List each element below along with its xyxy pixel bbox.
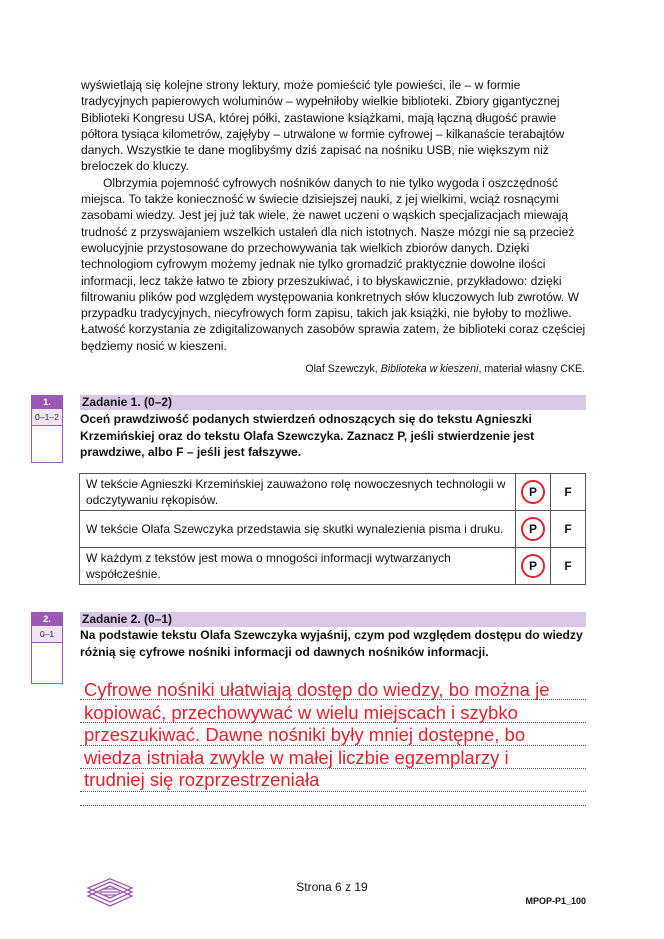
answer-text-line: przeszukiwać. Dawne nośniki były mniej dostępne, bo [84, 724, 526, 745]
task2-points: 0–1 [31, 626, 63, 643]
answer-f-2[interactable]: F [551, 511, 586, 548]
table-row [80, 548, 586, 585]
handwritten-answer[interactable] [84, 679, 594, 792]
task1-number: 1. [31, 395, 63, 409]
passage-paragraph-1: wyświetlają się kolejne strony lektury, może pomieścić tyle powieści, ile – w formie tradycyjnych papierowych woluminów – wypełniłoby wielkie biblioteki. Zbiory gigantycznej Biblioteki Kongresu USA, której półki, zastawione książkami, mają łączną długość prawie półtora tysiąca kilometrów, zajęłyby – utrwalone w formie cyfrowej – kilkanaście terabajtów danych. Wszystkie te dane moglibyśmy dziś zapisać na nośniku USB, nie większym niż breloczek do kluczy. [81, 78, 565, 174]
table-row [80, 474, 586, 511]
answer-f-3[interactable]: F [551, 548, 586, 585]
selected-mark: P [521, 480, 545, 504]
task1-score-field[interactable] [31, 426, 63, 463]
statement-3: W każdym z tekstów jest mowa o mnogości informacji wytwarzanych współcześnie. [80, 548, 516, 585]
answer-text-line: trudniej się rozprzestrzeniała [84, 769, 320, 790]
source-title: Biblioteka w kieszeni [380, 363, 479, 375]
selected-mark: P [521, 517, 545, 541]
true-false-table [79, 473, 586, 585]
source-suffix: , materiał własny CKE. [478, 363, 585, 375]
answer-p-3[interactable] [516, 548, 551, 585]
task2-header: Zadanie 2. (0–1) [80, 612, 586, 627]
selected-mark: P [521, 554, 545, 578]
source-author: Olaf Szewczyk, [305, 363, 381, 375]
task1-points: 0–1–2 [31, 409, 63, 426]
passage-text [81, 77, 587, 354]
statement-1: W tekście Agnieszki Krzemińskiej zauważono rolę nowoczesnych technologii w odczytywaniu rękopisów. [80, 474, 516, 511]
passage-paragraph-2: Olbrzymia pojemność cyfrowych nośników danych to nie tylko wygoda i oszczędność miejsca. To także konieczność w świecie dzisiejszej nauki, z jej wielkimi, wciąż rosnącymi zasobami wiedzy. Jest jej już tak wiele, że nawet uczeni o wąskich specjalizacjach miewają trudność z przyswajaniem wszelkich ustaleń dla nich istotnych. Nasze mózgi nie są przecież ewolucyjnie przystosowane do przechowywania tak wielkich zbiorów danych. Dzięki technologiom cyfrowym możemy jednak nie tylko gromadzić praktycznie dowolne ilości informacji, lecz także łatwo te zbiory przeszukiwać, i to błyskawicznie, przykładowo: dzięki filtrowaniu plików pod względem występowania konkretnych słów kluczowych lub zwrotów. W przypadku tradycyjnych, niecyfrowych form zapisu, takich jak książki, nie byłoby to możliwe. Łatwość korzystania ze zdigitalizowanych zasobów sprawia zatem, że biblioteki coraz częściej będziemy nosić w kieszeni. [81, 175, 586, 353]
task1-header: Zadanie 1. (0–2) [80, 395, 586, 410]
answer-p-2[interactable] [516, 511, 551, 548]
task2-number: 2. [31, 612, 63, 626]
table-row [80, 511, 586, 548]
source-citation [305, 363, 585, 375]
task2-instruction: Na podstawie tekstu Olafa Szewczyka wyjaśnij, czym pod względem dostępu do wiedzy różnią się cyfrowe nośniki informacji od dawnych nośników informacji. [80, 628, 583, 659]
answer-text-line: Cyfrowe nośniki ułatwiają dostęp do wiedzy, bo można je [84, 679, 550, 700]
task1-score-box [31, 395, 63, 463]
page-number: Strona 6 z 19 [296, 880, 368, 894]
answer-f-1[interactable]: F [551, 474, 586, 511]
statement-2: W tekście Olafa Szewczyka przedstawia się skutki wynalezienia pisma i druku. [80, 511, 516, 548]
document-code: MPOP-P1_100 [525, 896, 586, 906]
answer-p-1[interactable] [516, 474, 551, 511]
answer-line [80, 805, 586, 806]
task2-score-field[interactable] [31, 643, 63, 684]
task2-score-box [31, 612, 63, 684]
answer-text-line: kopiować, przechowywać w wielu miejscach i szybko [84, 701, 518, 723]
task1-instruction: Oceń prawdziwość podanych stwierdzeń odnoszących się do tekstu Agnieszki Krzemińskiej oraz do tekstu Olafa Szewczyka. Zaznacz P, jeśli stwierdzenie jest prawdziwe, albo F – jeśli jest fałszywe. [80, 412, 535, 459]
answer-text-line: wiedza istniała zwykle w małej liczbie egzemplarzy i [84, 746, 509, 768]
